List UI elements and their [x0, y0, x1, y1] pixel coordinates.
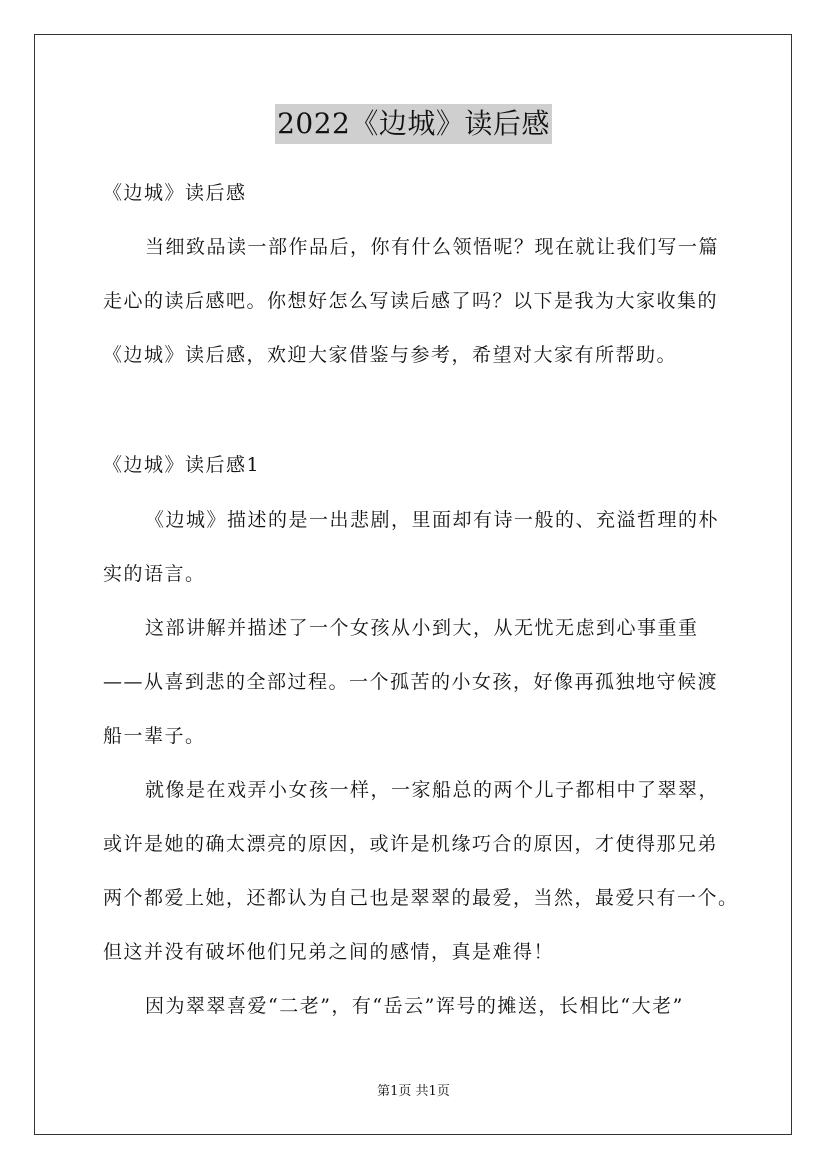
- body-line-10: 因为翠翠喜爱“二老”，有“岳云”诨号的摊送，长相比“大老”: [145, 995, 684, 1017]
- body-line-6: 就像是在戏弄小女孩一样，一家船总的两个儿子都相中了翠翠，: [145, 779, 720, 801]
- body-line-9: 但这并没有破坏他们兄弟之间的感情，真是难得！: [103, 941, 555, 963]
- body-line-3: 这部讲解并描述了一个女孩从小到大，从无忧无虑到心事重重: [145, 617, 699, 639]
- intro-line-3: 《边城》读后感，欢迎大家借鉴与参考，希望对大家有所帮助。: [103, 344, 678, 366]
- body-line-8: 两个都爱上她，还都认为自己也是翠翠的最爱，当然，最爱只有一个。: [103, 887, 739, 909]
- body-line-5: 船一辈子。: [103, 725, 206, 747]
- document-title: 2022《边城》读后感: [275, 104, 552, 144]
- intro-line-2: 走心的读后感吧。你想好怎么写读后感了吗？以下是我为大家收集的: [103, 290, 719, 312]
- page-footer: 第1页 共1页: [377, 1084, 450, 1099]
- body-line-7: 或许是她的确太漂亮的原因，或许是机缘巧合的原因，才使得那兄弟: [103, 833, 719, 855]
- document-title-wrap: [0, 104, 827, 144]
- body-line-2: 实的语言。: [103, 563, 206, 585]
- body-line-1: 《边城》描述的是一出悲剧，里面却有诗一般的、充溢哲理的朴: [145, 509, 720, 531]
- intro-line-1: 当细致品读一部作品后，你有什么领悟呢？现在就让我们写一篇: [145, 236, 720, 258]
- subtitle: 《边城》读后感: [103, 182, 247, 204]
- body-line-4: ——从喜到悲的全部过程。一个孤苦的小女孩，好像再孤独地守候渡: [103, 671, 719, 693]
- section-heading: 《边城》读后感1: [103, 454, 261, 476]
